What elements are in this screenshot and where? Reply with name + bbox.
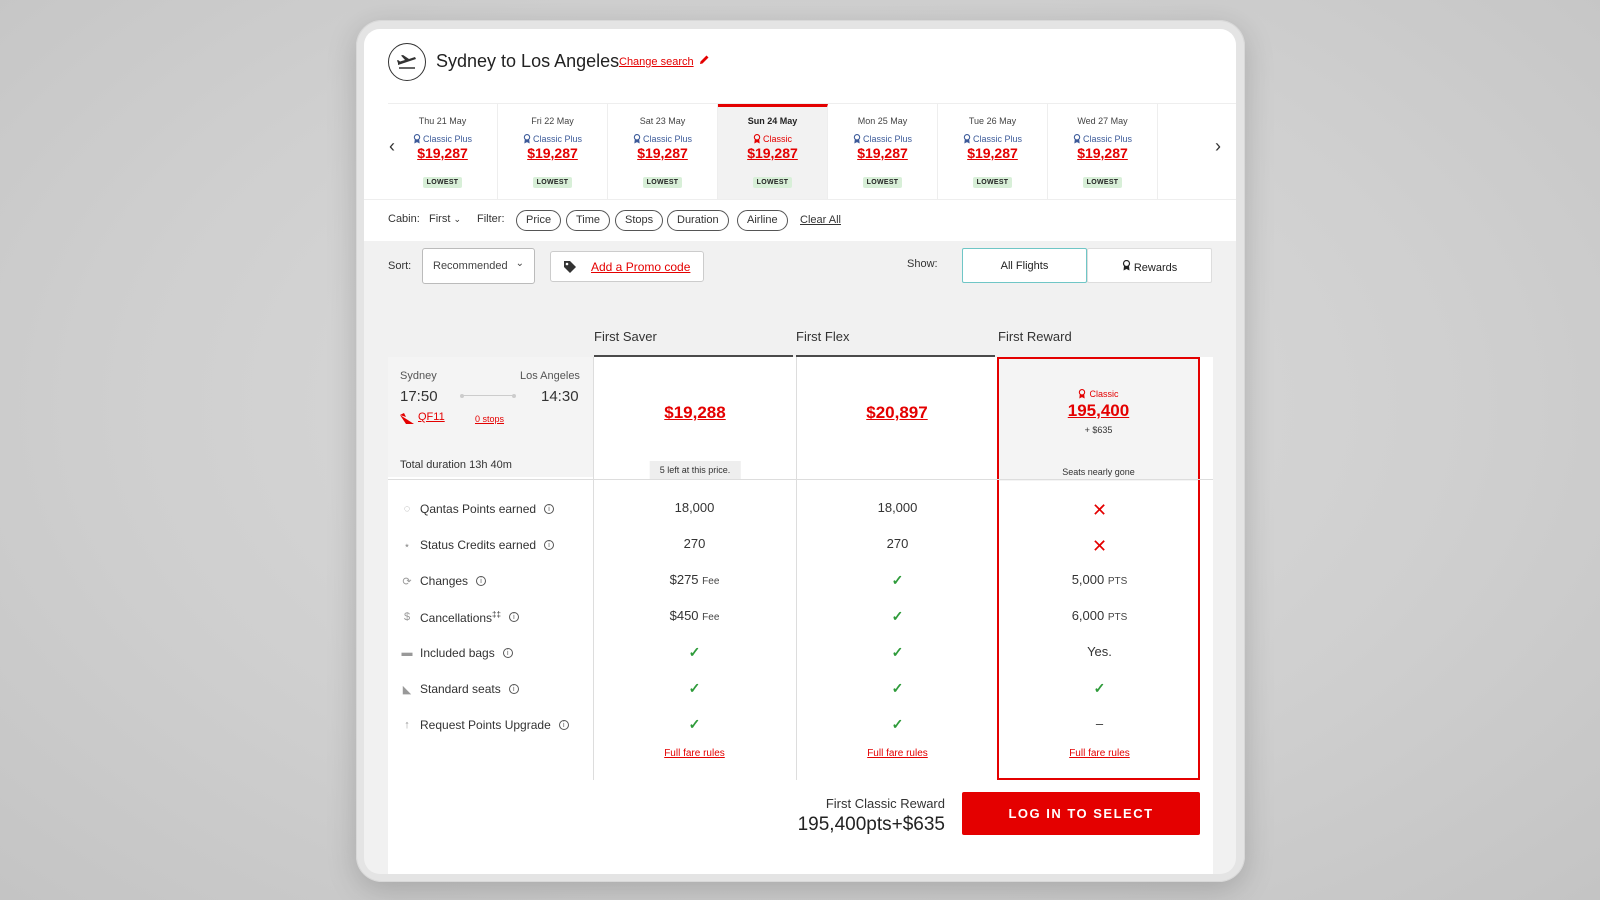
date-cabin bbox=[388, 134, 497, 144]
date-cabin-label: Classic Plus bbox=[642, 134, 692, 144]
chevron-right-icon[interactable]: › bbox=[1215, 136, 1221, 156]
check-icon: ✓ bbox=[891, 680, 904, 696]
filter-pill-price[interactable]: Price bbox=[516, 210, 561, 231]
date-option[interactable] bbox=[608, 104, 718, 200]
lowest-badge: LOWEST bbox=[423, 177, 463, 188]
reward-fare-rules-link[interactable]: Full fare rules bbox=[1069, 748, 1130, 759]
sort-dropdown[interactable] bbox=[422, 248, 535, 284]
chevron-left-icon[interactable]: ‹ bbox=[389, 136, 395, 156]
selected-fare-total: 195,400pts+$635 bbox=[797, 814, 945, 835]
destination-city: Los Angeles bbox=[520, 370, 580, 382]
feature-value bbox=[998, 716, 1201, 734]
login-to-select-button[interactable]: LOG IN TO SELECT bbox=[962, 792, 1200, 835]
cross-icon: ✕ bbox=[1091, 500, 1108, 520]
date-cabin bbox=[938, 134, 1047, 144]
value-text: – bbox=[1095, 716, 1104, 731]
cancellations-icon: $ bbox=[403, 611, 411, 623]
info-icon[interactable]: i bbox=[476, 576, 486, 586]
date-option[interactable] bbox=[828, 104, 938, 200]
lowest-badge: LOWEST bbox=[533, 177, 573, 188]
saver-price[interactable]: $19,288 bbox=[664, 403, 726, 422]
bag-icon: ▬ bbox=[401, 647, 413, 659]
date-cabin bbox=[498, 134, 607, 144]
date-price[interactable]: $19,287 bbox=[967, 145, 1018, 161]
feature-value bbox=[998, 644, 1201, 662]
info-icon[interactable]: i bbox=[503, 648, 513, 658]
filter-bar bbox=[364, 199, 1236, 241]
feature-value bbox=[998, 608, 1201, 626]
value-text: 6,000 bbox=[1071, 608, 1105, 623]
sort-label: Sort: bbox=[388, 260, 412, 272]
fare-header-flex: First Flex bbox=[796, 329, 850, 344]
value-text: Yes. bbox=[1087, 644, 1112, 659]
flight-info bbox=[388, 357, 593, 477]
date-cabin-label: Classic Plus bbox=[972, 134, 1022, 144]
promo-code-label[interactable]: Add a Promo code bbox=[591, 260, 691, 274]
check-icon: ✓ bbox=[688, 680, 701, 696]
feature-value bbox=[998, 572, 1201, 590]
feature-value bbox=[593, 536, 796, 554]
stops-link[interactable]: 0 stops bbox=[475, 414, 505, 424]
award-icon bbox=[1073, 134, 1081, 144]
date-label: Tue 26 May bbox=[968, 116, 1017, 126]
value-text: 5,000 bbox=[1071, 572, 1105, 587]
filter-label: Filter: bbox=[477, 213, 505, 225]
date-cabin bbox=[828, 134, 937, 144]
feature-row bbox=[400, 608, 519, 626]
selection-summary bbox=[388, 780, 1213, 874]
feature-row bbox=[400, 572, 486, 590]
date-price[interactable]: $19,287 bbox=[527, 145, 578, 161]
lowest-badge: LOWEST bbox=[863, 177, 903, 188]
date-label: Wed 27 May bbox=[1077, 116, 1128, 126]
feature-label: Status Credits earned bbox=[420, 538, 537, 552]
pencil-icon[interactable] bbox=[698, 53, 710, 71]
qantas-logo-icon bbox=[400, 412, 414, 430]
arrive-time: 14:30 bbox=[541, 388, 579, 405]
feature-value bbox=[593, 572, 796, 590]
page-title: Sydney to Los Angeles bbox=[436, 51, 620, 71]
date-price[interactable]: $19,287 bbox=[747, 145, 798, 161]
date-price[interactable]: $19,287 bbox=[1077, 145, 1128, 161]
depart-time: 17:50 bbox=[400, 388, 438, 405]
date-price[interactable]: $19,287 bbox=[637, 145, 688, 161]
saver-price-cell[interactable] bbox=[594, 357, 796, 479]
route-dot bbox=[460, 394, 464, 398]
filter-pill-stops[interactable]: Stops bbox=[615, 210, 663, 231]
saver-fare-rules-link[interactable]: Full fare rules bbox=[664, 748, 725, 759]
promo-code-button[interactable] bbox=[550, 251, 704, 282]
tag-icon bbox=[563, 260, 577, 277]
reward-cabin-label: Classic bbox=[1089, 389, 1119, 399]
date-cabin-label: Classic Plus bbox=[862, 134, 912, 144]
date-cabin-label: Classic Plus bbox=[1082, 134, 1132, 144]
value-text: 270 bbox=[886, 536, 909, 551]
selected-fare-label: First Classic Reward bbox=[825, 796, 945, 811]
cabin-label: Cabin: bbox=[388, 213, 420, 225]
sort-value: Recommended bbox=[433, 260, 508, 272]
date-option[interactable] bbox=[718, 104, 828, 200]
cabin-value: First bbox=[429, 213, 451, 225]
lowest-badge: LOWEST bbox=[1083, 177, 1123, 188]
changes-icon: ⟳ bbox=[402, 575, 412, 588]
route-line bbox=[462, 395, 514, 396]
value-text: $450 bbox=[669, 608, 699, 623]
value-text: 18,000 bbox=[877, 500, 918, 515]
date-label: Thu 21 May bbox=[418, 116, 467, 126]
value-text: 270 bbox=[683, 536, 706, 551]
feature-label: Cancellations‡‡ bbox=[420, 609, 501, 625]
fare-header-reward: First Reward bbox=[998, 329, 1072, 344]
value-text: 18,000 bbox=[674, 500, 715, 515]
filter-pill-airline[interactable]: Airline bbox=[737, 210, 788, 231]
date-cabin-label: Classic Plus bbox=[422, 134, 472, 144]
value-text: $275 bbox=[669, 572, 699, 587]
lowest-badge: LOWEST bbox=[643, 177, 683, 188]
clear-all-link[interactable]: Clear All bbox=[800, 214, 841, 226]
reward-cash: + $635 bbox=[1084, 425, 1113, 435]
feature-label: Request Points Upgrade bbox=[420, 718, 551, 732]
reward-price-cell[interactable] bbox=[999, 359, 1198, 481]
fare-header-saver: First Saver bbox=[594, 329, 657, 344]
search-header bbox=[364, 29, 1236, 199]
filter-pill-duration[interactable]: Duration bbox=[667, 210, 729, 231]
info-icon[interactable]: i bbox=[559, 720, 569, 730]
seats-left-note: 5 left at this price. bbox=[650, 461, 741, 479]
info-icon[interactable]: i bbox=[544, 504, 554, 514]
flex-fare-rules-link[interactable]: Full fare rules bbox=[867, 748, 928, 759]
info-icon[interactable]: i bbox=[509, 612, 519, 622]
date-option[interactable] bbox=[388, 104, 498, 200]
feature-label: Included bags bbox=[420, 646, 495, 660]
date-label: Sat 23 May bbox=[639, 116, 686, 126]
lowest-badge: LOWEST bbox=[973, 177, 1013, 188]
check-icon: ✓ bbox=[688, 644, 701, 660]
feature-value bbox=[593, 500, 796, 518]
info-icon[interactable]: i bbox=[509, 684, 519, 694]
award-icon bbox=[753, 134, 761, 144]
feature-label: Standard seats bbox=[420, 682, 501, 696]
points-icon: ◌ bbox=[403, 503, 411, 515]
date-cabin bbox=[718, 134, 827, 144]
date-price[interactable]: $19,287 bbox=[857, 145, 908, 161]
all-flights-toggle[interactable]: All Flights bbox=[962, 248, 1087, 283]
feature-row bbox=[400, 680, 519, 698]
rewards-label: Rewards bbox=[1133, 262, 1178, 274]
award-icon bbox=[853, 134, 861, 144]
feature-row bbox=[400, 500, 554, 518]
feature-label: Qantas Points earned bbox=[420, 502, 537, 516]
total-duration: Total duration 13h 40m bbox=[400, 459, 512, 471]
rewards-toggle[interactable] bbox=[1087, 248, 1212, 283]
chevron-down-icon: ⌄ bbox=[453, 214, 461, 224]
flight-card bbox=[388, 357, 1213, 780]
reward-points-price[interactable]: 195,400 bbox=[1067, 401, 1130, 420]
value-unit: PTS bbox=[1107, 576, 1128, 587]
award-icon bbox=[1078, 389, 1086, 399]
value-unit: Fee bbox=[702, 576, 720, 587]
cross-icon: ✕ bbox=[1091, 536, 1108, 556]
change-search-link[interactable]: Change search bbox=[619, 56, 694, 68]
show-label: Show: bbox=[907, 258, 938, 270]
lowest-badge: LOWEST bbox=[753, 177, 793, 188]
status-credits-icon: ⋆ bbox=[403, 539, 411, 552]
upgrade-icon: ↑ bbox=[404, 719, 410, 731]
check-icon: ✓ bbox=[891, 644, 904, 660]
reward-cabin bbox=[999, 389, 1198, 399]
date-cabin bbox=[608, 134, 717, 144]
value-unit: PTS bbox=[1107, 612, 1128, 623]
plane-icon bbox=[388, 43, 426, 81]
date-option[interactable] bbox=[938, 104, 1048, 200]
feature-value bbox=[796, 536, 999, 554]
check-icon: ✓ bbox=[891, 716, 904, 732]
date-selector bbox=[388, 103, 1236, 199]
feature-row bbox=[400, 536, 554, 554]
check-icon: ✓ bbox=[1093, 680, 1106, 696]
info-icon[interactable]: i bbox=[544, 540, 554, 550]
date-cabin-label: Classic Plus bbox=[532, 134, 582, 144]
feature-value bbox=[796, 500, 999, 518]
check-icon: ✓ bbox=[891, 572, 904, 588]
check-icon: ✓ bbox=[891, 608, 904, 624]
booking-screen bbox=[364, 29, 1236, 874]
award-icon bbox=[523, 134, 531, 144]
date-price[interactable]: $19,287 bbox=[417, 145, 468, 161]
date-label: Fri 22 May bbox=[531, 116, 574, 126]
flight-code-link[interactable]: QF11 bbox=[418, 411, 445, 423]
award-icon bbox=[633, 134, 641, 144]
feature-label: Changes bbox=[420, 574, 469, 588]
seats-nearly-gone-note: Seats nearly gone bbox=[1062, 467, 1135, 477]
date-label: Mon 25 May bbox=[857, 116, 908, 126]
date-label: Sun 24 May bbox=[747, 116, 798, 126]
award-icon bbox=[963, 134, 971, 144]
feature-value bbox=[593, 608, 796, 626]
value-unit: Fee bbox=[702, 612, 720, 623]
date-option[interactable] bbox=[1048, 104, 1158, 200]
flex-price-cell[interactable] bbox=[797, 357, 997, 479]
row-divider bbox=[388, 479, 1213, 480]
award-icon bbox=[1122, 262, 1134, 274]
award-icon bbox=[413, 134, 421, 144]
filter-pill-time[interactable]: Time bbox=[566, 210, 610, 231]
date-cabin bbox=[1048, 134, 1157, 144]
seat-icon: ◣ bbox=[402, 683, 412, 696]
chevron-down-icon: ⌄ bbox=[515, 258, 524, 269]
check-icon: ✓ bbox=[688, 716, 701, 732]
origin-city: Sydney bbox=[400, 370, 437, 382]
route-dot bbox=[512, 394, 516, 398]
date-cabin-label: Classic bbox=[762, 134, 792, 144]
feature-row bbox=[400, 644, 513, 662]
cabin-dropdown[interactable] bbox=[429, 213, 461, 225]
date-option[interactable] bbox=[498, 104, 608, 200]
flex-price[interactable]: $20,897 bbox=[866, 403, 928, 422]
feature-row bbox=[400, 716, 569, 734]
